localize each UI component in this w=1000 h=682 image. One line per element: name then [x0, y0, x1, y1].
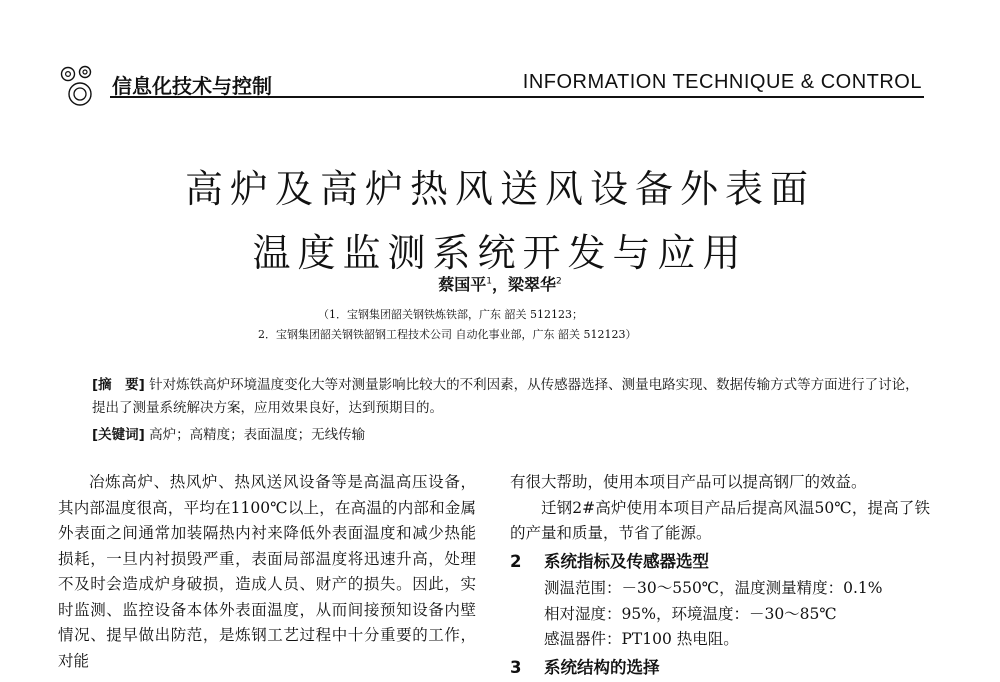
keywords-text: 高炉；高精度；表面温度；无线传输 [149, 427, 366, 443]
section-heading-3 [510, 655, 930, 681]
affiliation-2: 2．宝钢集团韶关钢铁韶钢工程技术公司 自动化事业部，广东 韶关 512123） [258, 328, 637, 341]
section-title: 系统指标及传感器选型 [544, 551, 709, 571]
section-title: 系统结构的选择 [544, 657, 660, 677]
journal-section-cn: 信息化技术与控制 [112, 74, 272, 98]
spec-line: 测温范围：－30～550℃，温度测量精度：0.1% [544, 579, 883, 597]
keywords-label: [关键词] [92, 427, 145, 443]
keywords [92, 423, 922, 443]
spec-line: 相对湿度：95%，环境温度：－30～85℃ [544, 604, 837, 623]
paper-title-line1: 高炉及高炉热风送风设备外表面 [184, 167, 815, 211]
body-paragraph: 迁钢2#高炉使用本项目产品后提高风温50℃，提高了铁的产量和质量，节省了能源。 [510, 498, 930, 542]
journal-logo-icon [58, 62, 110, 110]
affiliation-1: （1．宝钢集团韶关钢铁炼铁部，广东 韶关 512123； [318, 308, 583, 321]
body-paragraph: 有很大帮助，使用本项目产品可以提高钢厂的效益。 [510, 473, 867, 491]
section-number: 2 [510, 551, 522, 571]
author-1-name: 蔡国平 [438, 275, 487, 294]
body-right-column [510, 470, 930, 682]
paper-title-line2: 温度监测系统开发与应用 [252, 231, 748, 275]
section-heading-2 [510, 549, 930, 575]
author-2-name: 梁翠华 [508, 275, 557, 294]
abstract [92, 374, 922, 420]
spec-line: 感温器件：PT100 热电阻。 [544, 630, 739, 648]
abstract-text: 针对炼铁高炉环境温度变化大等对测量影响比较大的不利因素，从传感器选择、测量电路实现、数据传输方式等方面进行了讨论，提出了测量系统解决方案，应用效果良好，达到预期目的。 [92, 377, 919, 416]
author-separator: ， [491, 275, 508, 294]
body-left-column [58, 470, 476, 674]
author-1-affil-mark: 1 [486, 276, 492, 287]
author-list [0, 272, 1000, 295]
author-2-affil-mark: 2 [556, 276, 562, 287]
body-paragraph: 冶炼高炉、热风炉、热风送风设备等是高温高压设备，其内部温度很高，平均在1100℃以上，在高温的内部和金属外表面之间通常加装隔热内衬来降低外表面温度和减少热能损耗，一旦内衬损毁严重，表面局部温度将迅速升高，处理不及时会造成炉身破损，造成人员、财产的损失。因此，实时监测、监控设备本体外表面温度，从而间接预知设备内壁情况、提早做出防范，是炼钢工艺过程中十分重要的工作，对能 [58, 473, 476, 670]
section-number: 3 [510, 657, 522, 677]
journal-section-en: INFORMATION TECHNIQUE & CONTROL [522, 71, 922, 93]
abstract-label: [摘 要] [92, 377, 145, 393]
header-rule [110, 96, 924, 98]
